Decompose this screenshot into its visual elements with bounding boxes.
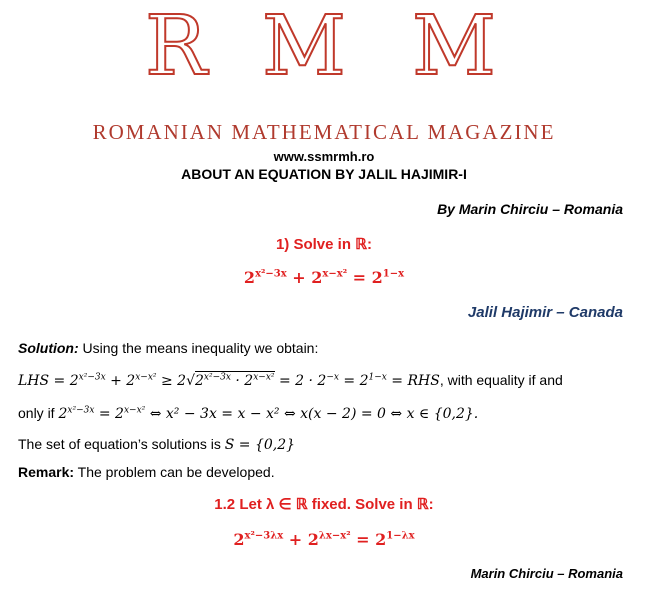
logo-letter-r: R — [145, 0, 207, 94]
website-link[interactable]: www.ssmrmh.ro — [273, 149, 375, 164]
answer-prefix: The set of equation’s solutions is — [18, 436, 225, 452]
problem2-equation: $2^{x^2-3\lambda x} + 2^{\lambda x-x^2} = 2^{1-\lambda x}$ — [233, 530, 415, 549]
byline: By Marin Chirciu – Romania — [437, 201, 623, 217]
problem2-heading: 1.2 Let λ ∈ ℝ fixed. Solve in ℝ: — [214, 496, 434, 513]
problem1-credit: Jalil Hajimir – Canada — [467, 304, 623, 321]
solution-line2-prefix: only if — [18, 405, 59, 421]
solution-line1: LHS = $2^{x^2-3x} + 2^{x-x^2} \ge 2√2^{x^2-3x} \cdot 2^{x-x^2} = 2 \cdot 2^{-x} = 2^{1-x}$ = RHS, with equality if and — [18, 372, 563, 389]
problem1-heading: 1) Solve in ℝ: — [275, 236, 373, 253]
solution-line2: only if $2^{x^2-3x} = 2^{x-x^2}$ ⇔ x² − 3x = x − x² ⇔ x(x − 2) = 0 ⇔ x ∈ {0,2}. — [18, 405, 479, 422]
answer-set: S = {0,2} — [224, 437, 296, 453]
solution-label: Solution: — [18, 340, 79, 356]
logo-letter-m2: M — [412, 0, 496, 94]
page-title: ABOUT AN EQUATION BY JALIL HAJIMIR-I — [181, 166, 467, 182]
solution-line1-tail: , with equality if and — [439, 372, 563, 388]
footer-author: Marin Chirciu – Romania — [470, 566, 623, 581]
solution-intro-text: Using the means inequality we obtain: — [78, 340, 319, 356]
remark-label: Remark: — [18, 464, 75, 480]
problem1-equation: $2^{x^2-3x} + 2^{x-x^2} = 2^{1-x}$ — [243, 268, 405, 287]
remark — [18, 464, 275, 480]
magazine-name: ROMANIAN MATHEMATICAL MAGAZINE — [92, 120, 556, 144]
solution-intro — [18, 340, 318, 356]
logo-letter-m1: M — [262, 0, 346, 94]
remark-text: The problem can be developed. — [74, 464, 275, 480]
solution-answer — [18, 436, 295, 453]
